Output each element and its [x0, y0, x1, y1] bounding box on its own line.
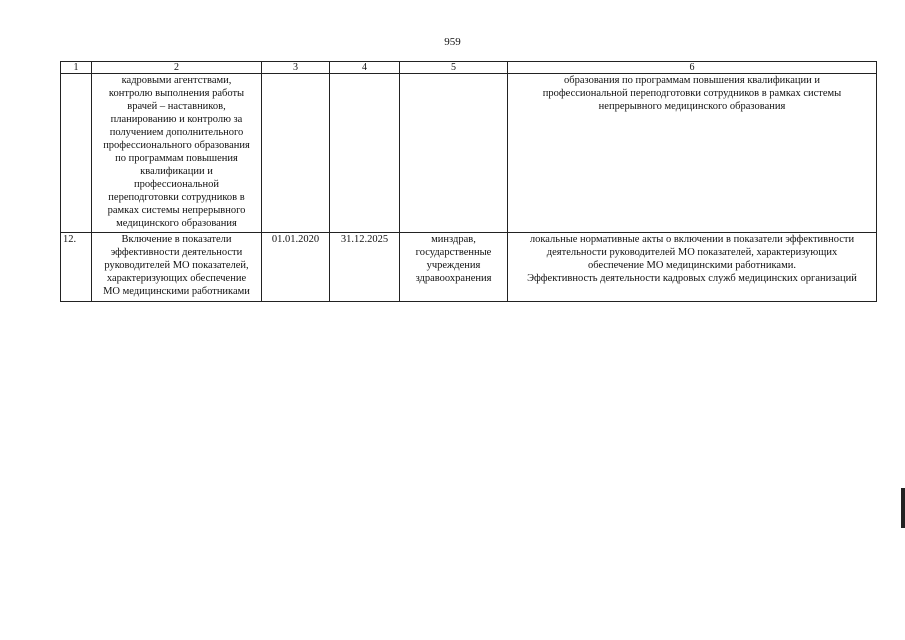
result-line: непрерывного медицинского образования — [598, 101, 786, 112]
result-line: Эффективность деятельности кадровых служб медицинских организаций — [527, 273, 857, 284]
measure-line: по программам повышения — [115, 153, 238, 164]
row-number-cell — [61, 74, 92, 233]
result-cell — [508, 233, 877, 302]
measure-line: кадровыми агентствами, — [121, 75, 232, 86]
measure-line: характеризующих обеспечение — [106, 273, 247, 284]
measure-cell — [92, 233, 262, 302]
col-header-6: 6 — [508, 62, 877, 74]
measure-cell — [92, 74, 262, 233]
measure-line: медицинского образования — [116, 218, 237, 229]
result-line: профессиональной переподготовки сотрудников в рамках системы — [542, 88, 842, 99]
start-date-cell — [262, 74, 330, 233]
result-cell — [508, 74, 877, 233]
measure-line: контролю выполнения работы — [108, 88, 245, 99]
col-header-1: 1 — [61, 62, 92, 74]
table-row — [61, 74, 877, 233]
page-number: 959 — [444, 36, 461, 48]
result-line: деятельности руководителей МО показателей, характеризующих — [546, 247, 838, 258]
measure-line: МО медицинскими работниками — [103, 286, 250, 297]
measure-line: профессионального образования — [103, 140, 250, 151]
responsible-line: учреждения — [426, 260, 481, 271]
responsible-line: здравоохранения — [415, 273, 492, 284]
result-line: обеспечение МО медицинскими работниками. — [587, 260, 796, 271]
result-line: образования по программам повышения квалификации и — [564, 75, 820, 86]
measure-line: планированию и контролю за — [110, 114, 243, 125]
start-date-cell: 01.01.2020 — [262, 233, 330, 302]
measure-line: эффективности деятельности — [110, 247, 243, 258]
measures-table — [60, 61, 877, 302]
scan-edge-mark — [901, 488, 905, 528]
measure-line: получением дополнительного — [109, 127, 244, 138]
col-header-5: 5 — [400, 62, 508, 74]
measure-line: врачей – наставников, — [127, 101, 226, 112]
measure-line: переподготовки сотрудников в — [108, 192, 245, 203]
table-row — [61, 233, 877, 302]
measure-line: Включение в показатели — [121, 234, 232, 245]
measure-line: рамках системы непрерывного — [107, 205, 246, 216]
responsible-cell — [400, 233, 508, 302]
end-date-cell — [330, 74, 400, 233]
row-number-cell: 12. — [61, 233, 92, 302]
responsible-line: государственные — [415, 247, 492, 258]
header-row — [61, 62, 877, 74]
responsible-line: минздрав, — [431, 234, 476, 245]
col-header-3: 3 — [262, 62, 330, 74]
col-header-4: 4 — [330, 62, 400, 74]
measure-line: профессиональной — [134, 179, 219, 190]
measure-line: руководителей МО показателей, — [104, 260, 249, 271]
result-line: локальные нормативные акты о включении в показатели эффективности — [529, 234, 855, 245]
measure-line: квалификации и — [140, 166, 213, 177]
end-date-cell: 31.12.2025 — [330, 233, 400, 302]
col-header-2: 2 — [92, 62, 262, 74]
responsible-cell — [400, 74, 508, 233]
